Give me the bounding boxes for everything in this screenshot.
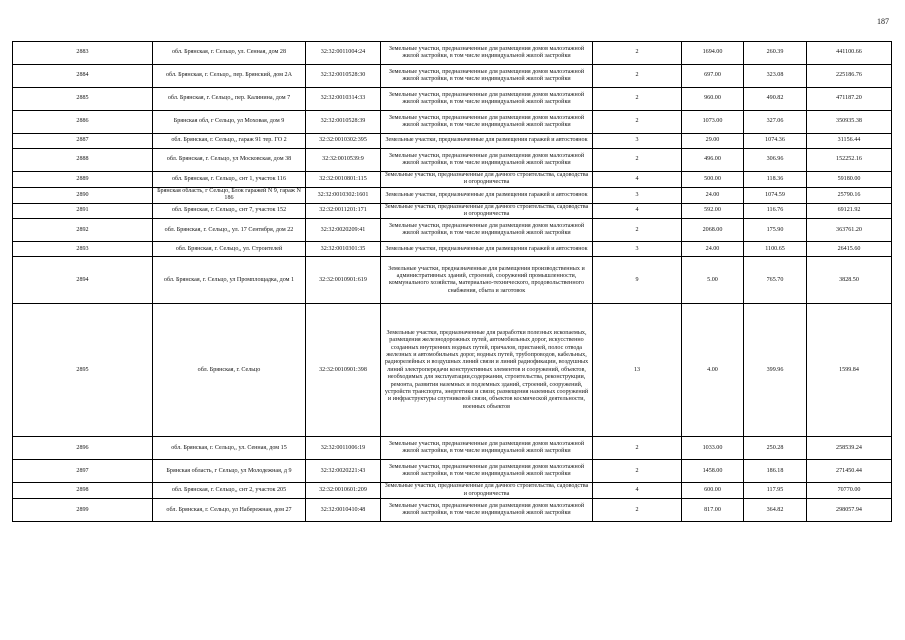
row-number-cell: 2888: [13, 149, 153, 172]
cadastral-number-cell: 32:32:0020221:43: [306, 460, 381, 483]
address-cell: Брянская обл, г Сельцо, ул Моховая, дом 9: [153, 111, 306, 134]
cadastral-number-cell: 32:32:0010539:9: [306, 149, 381, 172]
cadastral-value-cell: 350935.38: [807, 111, 892, 134]
address-cell: обл. Брянская, г. Сельцо,, снт 7, участок 152: [153, 203, 306, 219]
cadastral-number-cell: 32:32:0010302:1601: [306, 187, 381, 203]
cadastral-value-cell: 59180.00: [807, 172, 892, 188]
group-cell: 3: [593, 242, 682, 257]
group-cell: 2: [593, 149, 682, 172]
address-cell: обл. Брянская, г. Сельцо, ул Промплощадка, дом 1: [153, 257, 306, 304]
group-cell: 4: [593, 203, 682, 219]
group-cell: 4: [593, 172, 682, 188]
specific-value-cell: 323.08: [744, 65, 807, 88]
table-row: [13, 172, 892, 188]
area-cell: 960.00: [682, 88, 744, 111]
row-number-cell: 2894: [13, 257, 153, 304]
address-cell: обл. Брянская, г. Сельцо,, гараж 91 тер. ГО 2: [153, 134, 306, 149]
land-use-cell: Земельные участки, предназначенные для дачного строительства, садоводства и огородничества: [381, 203, 593, 219]
specific-value-cell: 250.28: [744, 437, 807, 460]
address-cell: обл. Брянская, г. Сельцо,, ул. Строителей: [153, 242, 306, 257]
group-cell: 3: [593, 187, 682, 203]
area-cell: 496.00: [682, 149, 744, 172]
specific-value-cell: 1100.65: [744, 242, 807, 257]
specific-value-cell: 1074.59: [744, 187, 807, 203]
table-row: [13, 499, 892, 522]
land-use-cell: Земельные участки, предназначенные для размещения гаражей и автостоянок: [381, 242, 593, 257]
table-row: [13, 111, 892, 134]
cadastral-value-cell: 363761.20: [807, 219, 892, 242]
row-number-cell: 2896: [13, 437, 153, 460]
cadastral-value-cell: 26415.60: [807, 242, 892, 257]
address-cell: обл. Брянская, г. Сельцо,, пер. Калинина, дом 7: [153, 88, 306, 111]
table-row: [13, 219, 892, 242]
row-number-cell: 2892: [13, 219, 153, 242]
cadastral-number-cell: 32:32:0020209:41: [306, 219, 381, 242]
specific-value-cell: 260.39: [744, 42, 807, 65]
row-number-cell: 2891: [13, 203, 153, 219]
land-use-cell: Земельные участки, предназначенные для дачного строительства, садоводства и огородничества: [381, 483, 593, 499]
cadastral-number-cell: 32:32:0010302:395: [306, 134, 381, 149]
area-cell: 5.00: [682, 257, 744, 304]
cadastral-value-cell: 258539.24: [807, 437, 892, 460]
area-cell: 1458.00: [682, 460, 744, 483]
row-number-cell: 2893: [13, 242, 153, 257]
group-cell: 2: [593, 111, 682, 134]
cadastral-value-cell: 225186.76: [807, 65, 892, 88]
address-cell: обл. Брянская, г. Сельцо, ул Набережная, дом 27: [153, 499, 306, 522]
cadastral-value-cell: 1599.84: [807, 304, 892, 437]
specific-value-cell: 306.96: [744, 149, 807, 172]
land-use-cell: Земельные участки, предназначенные для размещения домов малоэтажной жилой застройки, в том числе индивидуальной жилой застройки: [381, 111, 593, 134]
cadastral-value-cell: 441100.66: [807, 42, 892, 65]
address-cell: обл. Брянская, г. Сельцо: [153, 304, 306, 437]
cadastral-value-cell: 69121.92: [807, 203, 892, 219]
area-cell: 24.00: [682, 242, 744, 257]
table-row: [13, 242, 892, 257]
group-cell: 2: [593, 65, 682, 88]
group-cell: 2: [593, 219, 682, 242]
area-cell: 697.00: [682, 65, 744, 88]
address-cell: обл. Брянская, г. Сельцо, ул. Сенная, дом 28: [153, 42, 306, 65]
land-use-cell: Земельные участки, предназначенные для дачного строительства, садоводства и огородничества: [381, 172, 593, 188]
row-number-cell: 2897: [13, 460, 153, 483]
area-cell: 592.00: [682, 203, 744, 219]
row-number-cell: 2890: [13, 187, 153, 203]
group-cell: 2: [593, 460, 682, 483]
specific-value-cell: 364.82: [744, 499, 807, 522]
land-use-cell: Земельные участки, предназначенные для размещения гаражей и автостоянок: [381, 187, 593, 203]
table-row: [13, 460, 892, 483]
cadastral-number-cell: 32:32:0010528:30: [306, 65, 381, 88]
land-use-cell: Земельные участки, предназначенные для размещения домов малоэтажной жилой застройки, в том числе индивидуальной жилой застройки: [381, 149, 593, 172]
cadastral-number-cell: 32:32:0010901:398: [306, 304, 381, 437]
area-cell: 24.00: [682, 187, 744, 203]
specific-value-cell: 175.90: [744, 219, 807, 242]
address-cell: Брянская область, г Сельцо, Блок гаражей N 9, гараж N 186: [153, 187, 306, 203]
land-use-cell: Земельные участки, предназначенные для разработки полезных ископаемых, размещения железнодорожных путей, автомобильных дорог, искусственно созданных внутренних водных путей, причалов, пристаней, полос отвода железных и автомобильных дорог, водных путей, трубопроводов, кабельных, радиорелейных и воздушных линий связи и линий радиофикации, воздушных линий электропередачи конструктивных элементов и сооружений, объектов, необходимых для эксплуатации,содержания, строительства, реконструкции, ремонта, развития наземных и подземных зданий, строений, сооружений, устройств транспорта, энергетики и связи; размещения наземных сооружений и инфраструктуры спутниковой связи, объектов космической деятельности, военных объектов: [381, 304, 593, 437]
cadastral-number-cell: 32:32:0010301:35: [306, 242, 381, 257]
specific-value-cell: 117.95: [744, 483, 807, 499]
cadastral-value-cell: 70770.00: [807, 483, 892, 499]
area-cell: 1073.00: [682, 111, 744, 134]
specific-value-cell: 765.70: [744, 257, 807, 304]
group-cell: 2: [593, 499, 682, 522]
specific-value-cell: 116.76: [744, 203, 807, 219]
cadastral-value-cell: 271450.44: [807, 460, 892, 483]
address-cell: обл. Брянская, г. Сельцо,, ул. Сенная, дом 15: [153, 437, 306, 460]
address-cell: обл. Брянская, г. Сельцо, ул Московская, дом 38: [153, 149, 306, 172]
address-cell: обл. Брянская, г. Сельцо,, снт 1, участок 116: [153, 172, 306, 188]
group-cell: 13: [593, 304, 682, 437]
specific-value-cell: 399.96: [744, 304, 807, 437]
row-number-cell: 2898: [13, 483, 153, 499]
table-row: [13, 88, 892, 111]
land-registry-table: [12, 41, 892, 522]
land-use-cell: Земельные участки, предназначенные для размещения домов малоэтажной жилой застройки, в том числе индивидуальной жилой застройки: [381, 88, 593, 111]
area-cell: 2068.00: [682, 219, 744, 242]
specific-value-cell: 327.06: [744, 111, 807, 134]
address-cell: обл. Брянская, г. Сельцо,, пер. Брянский, дом 2А: [153, 65, 306, 88]
row-number-cell: 2899: [13, 499, 153, 522]
cadastral-number-cell: 32:32:0011004:24: [306, 42, 381, 65]
area-cell: 1033.00: [682, 437, 744, 460]
address-cell: Брянская область, г Сельцо, ул Молодежная, д 9: [153, 460, 306, 483]
specific-value-cell: 1074.36: [744, 134, 807, 149]
row-number-cell: 2889: [13, 172, 153, 188]
area-cell: 1694.00: [682, 42, 744, 65]
table-row: [13, 187, 892, 203]
address-cell: обл. Брянская, г. Сельцо,, ул. 17 Сентября, дом 22: [153, 219, 306, 242]
land-use-cell: Земельные участки, предназначенные для размещения домов малоэтажной жилой застройки, в том числе индивидуальной жилой застройки: [381, 42, 593, 65]
group-cell: 2: [593, 88, 682, 111]
cadastral-number-cell: 32:32:0011006:19: [306, 437, 381, 460]
table-row: [13, 203, 892, 219]
row-number-cell: 2886: [13, 111, 153, 134]
cadastral-value-cell: 152252.16: [807, 149, 892, 172]
specific-value-cell: 490.82: [744, 88, 807, 111]
page-number: 187: [877, 17, 889, 26]
table-row: [13, 149, 892, 172]
cadastral-number-cell: 32:32:0010410:48: [306, 499, 381, 522]
row-number-cell: 2883: [13, 42, 153, 65]
land-use-cell: Земельные участки, предназначенные для размещения домов малоэтажной жилой застройки, в том числе индивидуальной жилой застройки: [381, 65, 593, 88]
cadastral-number-cell: 32:32:0010601:209: [306, 483, 381, 499]
table-row: [13, 257, 892, 304]
land-use-cell: Земельные участки, предназначенные для размещения гаражей и автостоянок: [381, 134, 593, 149]
cadastral-value-cell: 471187.20: [807, 88, 892, 111]
area-cell: 29.00: [682, 134, 744, 149]
address-cell: обл. Брянская, г. Сельцо,, снт 2, участок 205: [153, 483, 306, 499]
cadastral-number-cell: 32:32:0011201:171: [306, 203, 381, 219]
land-use-cell: Земельные участки, предназначенные для размещения домов малоэтажной жилой застройки, в том числе индивидуальной жилой застройки: [381, 437, 593, 460]
cadastral-value-cell: 3828.50: [807, 257, 892, 304]
cadastral-number-cell: 32:32:0010801:115: [306, 172, 381, 188]
cadastral-value-cell: 298057.94: [807, 499, 892, 522]
table-row: [13, 134, 892, 149]
table-row: [13, 65, 892, 88]
cadastral-number-cell: 32:32:0010901:619: [306, 257, 381, 304]
row-number-cell: 2895: [13, 304, 153, 437]
row-number-cell: 2887: [13, 134, 153, 149]
area-cell: 500.00: [682, 172, 744, 188]
group-cell: 2: [593, 437, 682, 460]
area-cell: 817.00: [682, 499, 744, 522]
land-use-cell: Земельные участки, предназначенные для размещения домов малоэтажной жилой застройки, в том числе индивидуальной жилой застройки: [381, 219, 593, 242]
land-use-cell: Земельные участки, предназначенные для размещения домов малоэтажной жилой застройки, в том числе индивидуальной жилой застройки: [381, 499, 593, 522]
area-cell: 4.00: [682, 304, 744, 437]
row-number-cell: 2884: [13, 65, 153, 88]
specific-value-cell: 118.36: [744, 172, 807, 188]
specific-value-cell: 186.18: [744, 460, 807, 483]
row-number-cell: 2885: [13, 88, 153, 111]
cadastral-number-cell: 32:32:0010314:33: [306, 88, 381, 111]
area-cell: 600.00: [682, 483, 744, 499]
cadastral-number-cell: 32:32:0010528:39: [306, 111, 381, 134]
table-row: [13, 437, 892, 460]
land-use-cell: Земельные участки, предназначенные для размещения производственных и административных зданий, строений, сооружений промышленности, коммунального хозяйства, материально-технического, продовольственного снабжения, сбыта и заготовок: [381, 257, 593, 304]
group-cell: 3: [593, 134, 682, 149]
group-cell: 9: [593, 257, 682, 304]
cadastral-value-cell: 31156.44: [807, 134, 892, 149]
group-cell: 2: [593, 42, 682, 65]
table-row: [13, 304, 892, 437]
cadastral-value-cell: 25790.16: [807, 187, 892, 203]
table-row: [13, 483, 892, 499]
group-cell: 4: [593, 483, 682, 499]
land-use-cell: Земельные участки, предназначенные для размещения домов малоэтажной жилой застройки, в том числе индивидуальной жилой застройки: [381, 460, 593, 483]
table-row: [13, 42, 892, 65]
